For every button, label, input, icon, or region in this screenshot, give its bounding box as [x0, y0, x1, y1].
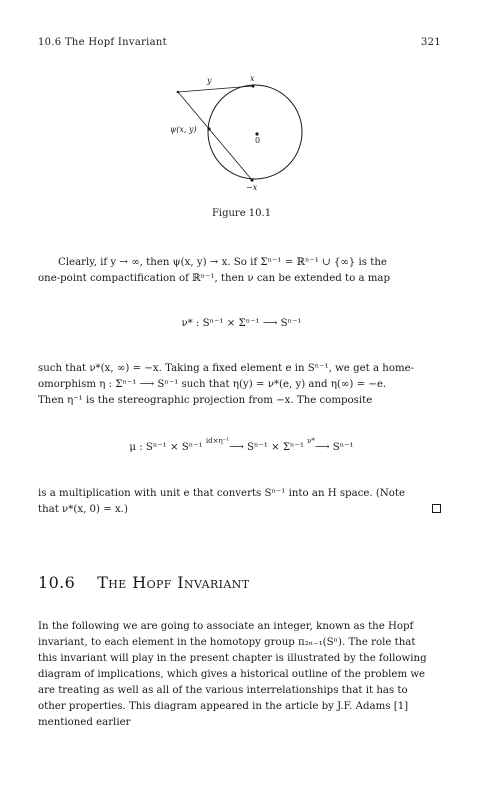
paragraph-line: that ν*(x, 0) = x.)	[38, 504, 128, 515]
paragraph-line: are treating as well as all of the various interrelationships that it has to	[38, 685, 408, 696]
paragraph-line: such that ν*(x, ∞) = −x. Taking a fixed element e in Sⁿ⁻¹, we get a home-	[38, 363, 415, 374]
arrow-2-label: ν*	[307, 437, 315, 445]
display-equation-2	[0, 437, 483, 453]
paragraph-1	[38, 255, 442, 287]
paragraph-line: is a multiplication with unit e that converts Sⁿ⁻¹ into an H space. (Note	[38, 488, 406, 499]
paragraph-3	[38, 486, 442, 518]
arrow-2: $^{\nu*}$⟶	[307, 437, 333, 453]
label-minus-x: −x	[246, 183, 258, 192]
paragraph-line: other properties. This diagram appeared in the article by J.F. Adams [1]	[38, 701, 409, 712]
section-paragraph	[38, 619, 442, 731]
section-number: 10.6	[38, 573, 76, 592]
section-heading	[38, 573, 250, 592]
display-equation-1: ν* : Sⁿ⁻¹ × Σⁿ⁻¹ ⟶ Sⁿ⁻¹	[181, 318, 302, 329]
paragraph-line: omorphism η : Σⁿ⁻¹ ⟶ Sⁿ⁻¹ such that η(y) = ν*(e, y) and η(∞) = −e.	[38, 379, 387, 390]
paragraph-line: this invariant will play in the present chapter is illustrated by the following	[38, 653, 427, 664]
paragraph-line: mentioned earlier	[38, 717, 131, 728]
label-zero: 0	[255, 136, 261, 145]
label-psi: ψ(x, y)	[170, 125, 197, 134]
sphere-circle	[208, 85, 302, 179]
tangent-line-y-to-x	[178, 86, 253, 92]
arrow-1-label: id×η⁻¹	[205, 437, 230, 445]
paragraph-line: Clearly, if y → ∞, then ψ(x, y) → x. So if Σⁿ⁻¹ = ℝⁿ⁻¹ ∪ {∞} is the	[58, 257, 387, 268]
composite-middle: Sⁿ⁻¹ × Σⁿ⁻¹	[246, 442, 304, 453]
figure-10-1	[160, 70, 310, 195]
figure-caption: Figure 10.1	[211, 208, 272, 219]
qed-box-icon	[432, 504, 441, 513]
running-head-title: 10.6 The Hopf Invariant	[38, 37, 167, 48]
paragraph-2	[38, 361, 442, 409]
paragraph-line: diagram of implications, which gives a historical outline of the problem we	[38, 669, 426, 680]
paragraph-line: one-point compactification of ℝⁿ⁻¹, then ν can be extended to a map	[38, 273, 391, 284]
projection-line	[178, 92, 252, 180]
arrow-1: $^{id\times\eta^{-1}}$⟶	[205, 437, 247, 453]
paragraph-line: invariant, to each element in the homotopy group π₂ₙ₋₁(Sⁿ). The role that	[38, 637, 416, 648]
point-psi	[207, 127, 210, 130]
running-head	[38, 37, 441, 51]
point-y	[177, 91, 180, 94]
label-y: y	[207, 76, 212, 85]
paragraph-line: In the following we are going to associate an integer, known as the Hopf	[38, 621, 414, 632]
composite-codomain: Sⁿ⁻¹	[332, 442, 354, 453]
label-x: x	[250, 74, 255, 83]
section-title: The Hopf Invariant	[97, 573, 250, 592]
point-x	[251, 84, 254, 87]
paragraph-line: Then η⁻¹ is the stereographic projection from −x. The composite	[38, 395, 373, 406]
composite-domain: μ : Sⁿ⁻¹ × Sⁿ⁻¹	[129, 442, 203, 453]
page-number: 321	[421, 37, 441, 48]
point-minus-x	[250, 178, 253, 181]
